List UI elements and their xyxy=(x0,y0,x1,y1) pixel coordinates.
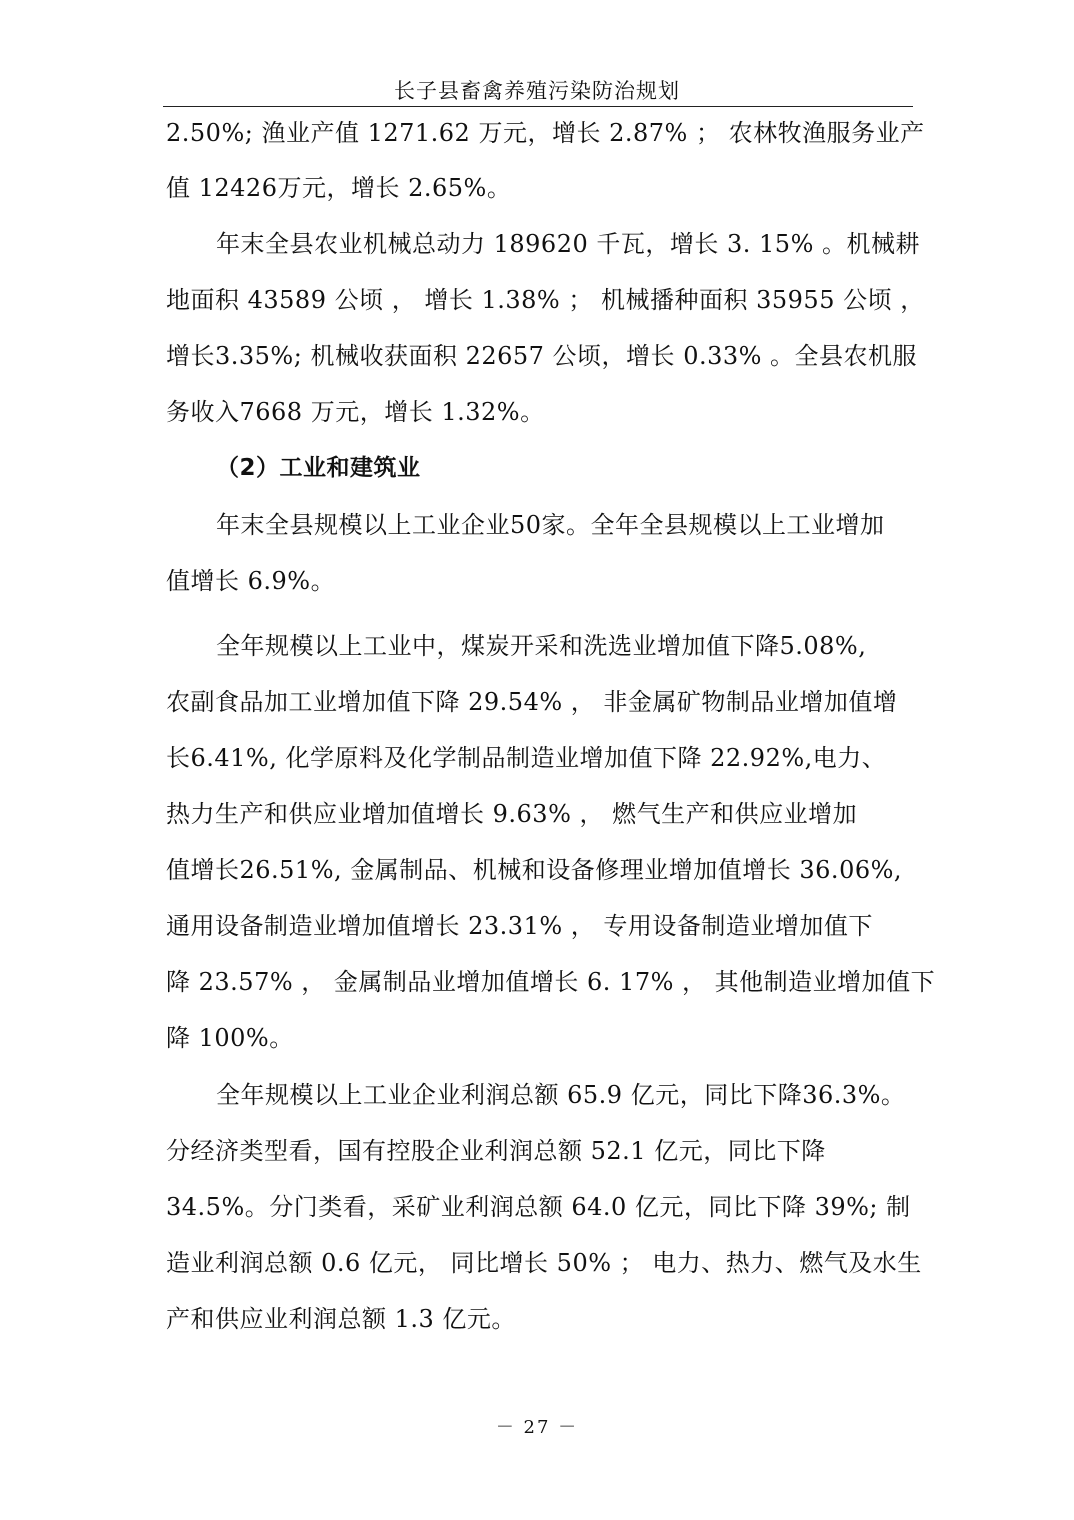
body-line: 2.50%; 渔业产值 1271.62 万元，增长 2.87% ； 农林牧渔服务业产 xyxy=(166,119,925,147)
body-line: 产和供应业利润总额 1.3 亿元。 xyxy=(166,1305,516,1333)
body-line: 长6.41%, 化学原料及化学制品制造业增加值下降 22.92%,电力、 xyxy=(166,744,887,772)
body-line: 全年规模以上工业企业利润总额 65.9 亿元，同比下降36.3%。 xyxy=(216,1081,906,1109)
body-line: 地面积 43589 公顷 ， 增长 1.38% ； 机械播种面积 35955 公顷 ， xyxy=(166,286,925,314)
section-heading: （2）工业和建筑业 xyxy=(216,455,421,481)
body-line: 值增长26.51%, 金属制品、机械和设备修理业增加值增长 36.06%, xyxy=(166,856,903,884)
body-line: 分经济类型看，国有控股企业利润总额 52.1 亿元，同比下降 xyxy=(166,1137,826,1165)
body-line: 热力生产和供应业增加值增长 9.63% ， 燃气生产和供应业增加 xyxy=(166,800,858,828)
body-line: 农副食品加工业增加值下降 29.54% ， 非金属矿物制品业增加值增 xyxy=(166,688,898,716)
page-number: － 27 － xyxy=(495,1417,579,1438)
body-line: 年末全县农业机械总动力 189620 千瓦，增长 3. 15% 。机械耕 xyxy=(216,230,921,258)
body-line: 造业利润总额 0.6 亿元， 同比增长 50% ； 电力、热力、燃气及水生 xyxy=(166,1249,922,1277)
body-line: 年末全县规模以上工业企业50家。全年全县规模以上工业增加 xyxy=(216,511,885,539)
body-line: 通用设备制造业增加值增长 23.31% ， 专用设备制造业增加值下 xyxy=(166,912,873,940)
body-line: 降 100%。 xyxy=(166,1024,294,1052)
body-line: 全年规模以上工业中，煤炭开采和洗选业增加值下降5.08%, xyxy=(216,632,867,660)
body-line: 务收入7668 万元，增长 1.32%。 xyxy=(166,398,545,426)
body-line: 降 23.57% ， 金属制品业增加值增长 6. 17% ， 其他制造业增加值下 xyxy=(166,968,936,996)
body-line: 34.5%。分门类看，采矿业利润总额 64.0 亿元，同比下降 39%; 制 xyxy=(166,1193,911,1221)
body-line: 值增长 6.9%。 xyxy=(166,567,336,595)
body-line: 增长3.35%; 机械收获面积 22657 公顷，增长 0.33% 。全县农机服 xyxy=(166,342,918,370)
header-rule xyxy=(163,106,913,107)
body-line: 值 12426万元，增长 2.65%。 xyxy=(166,174,512,202)
page-header-title: 长子县畜禽养殖污染防治规划 xyxy=(394,79,680,103)
